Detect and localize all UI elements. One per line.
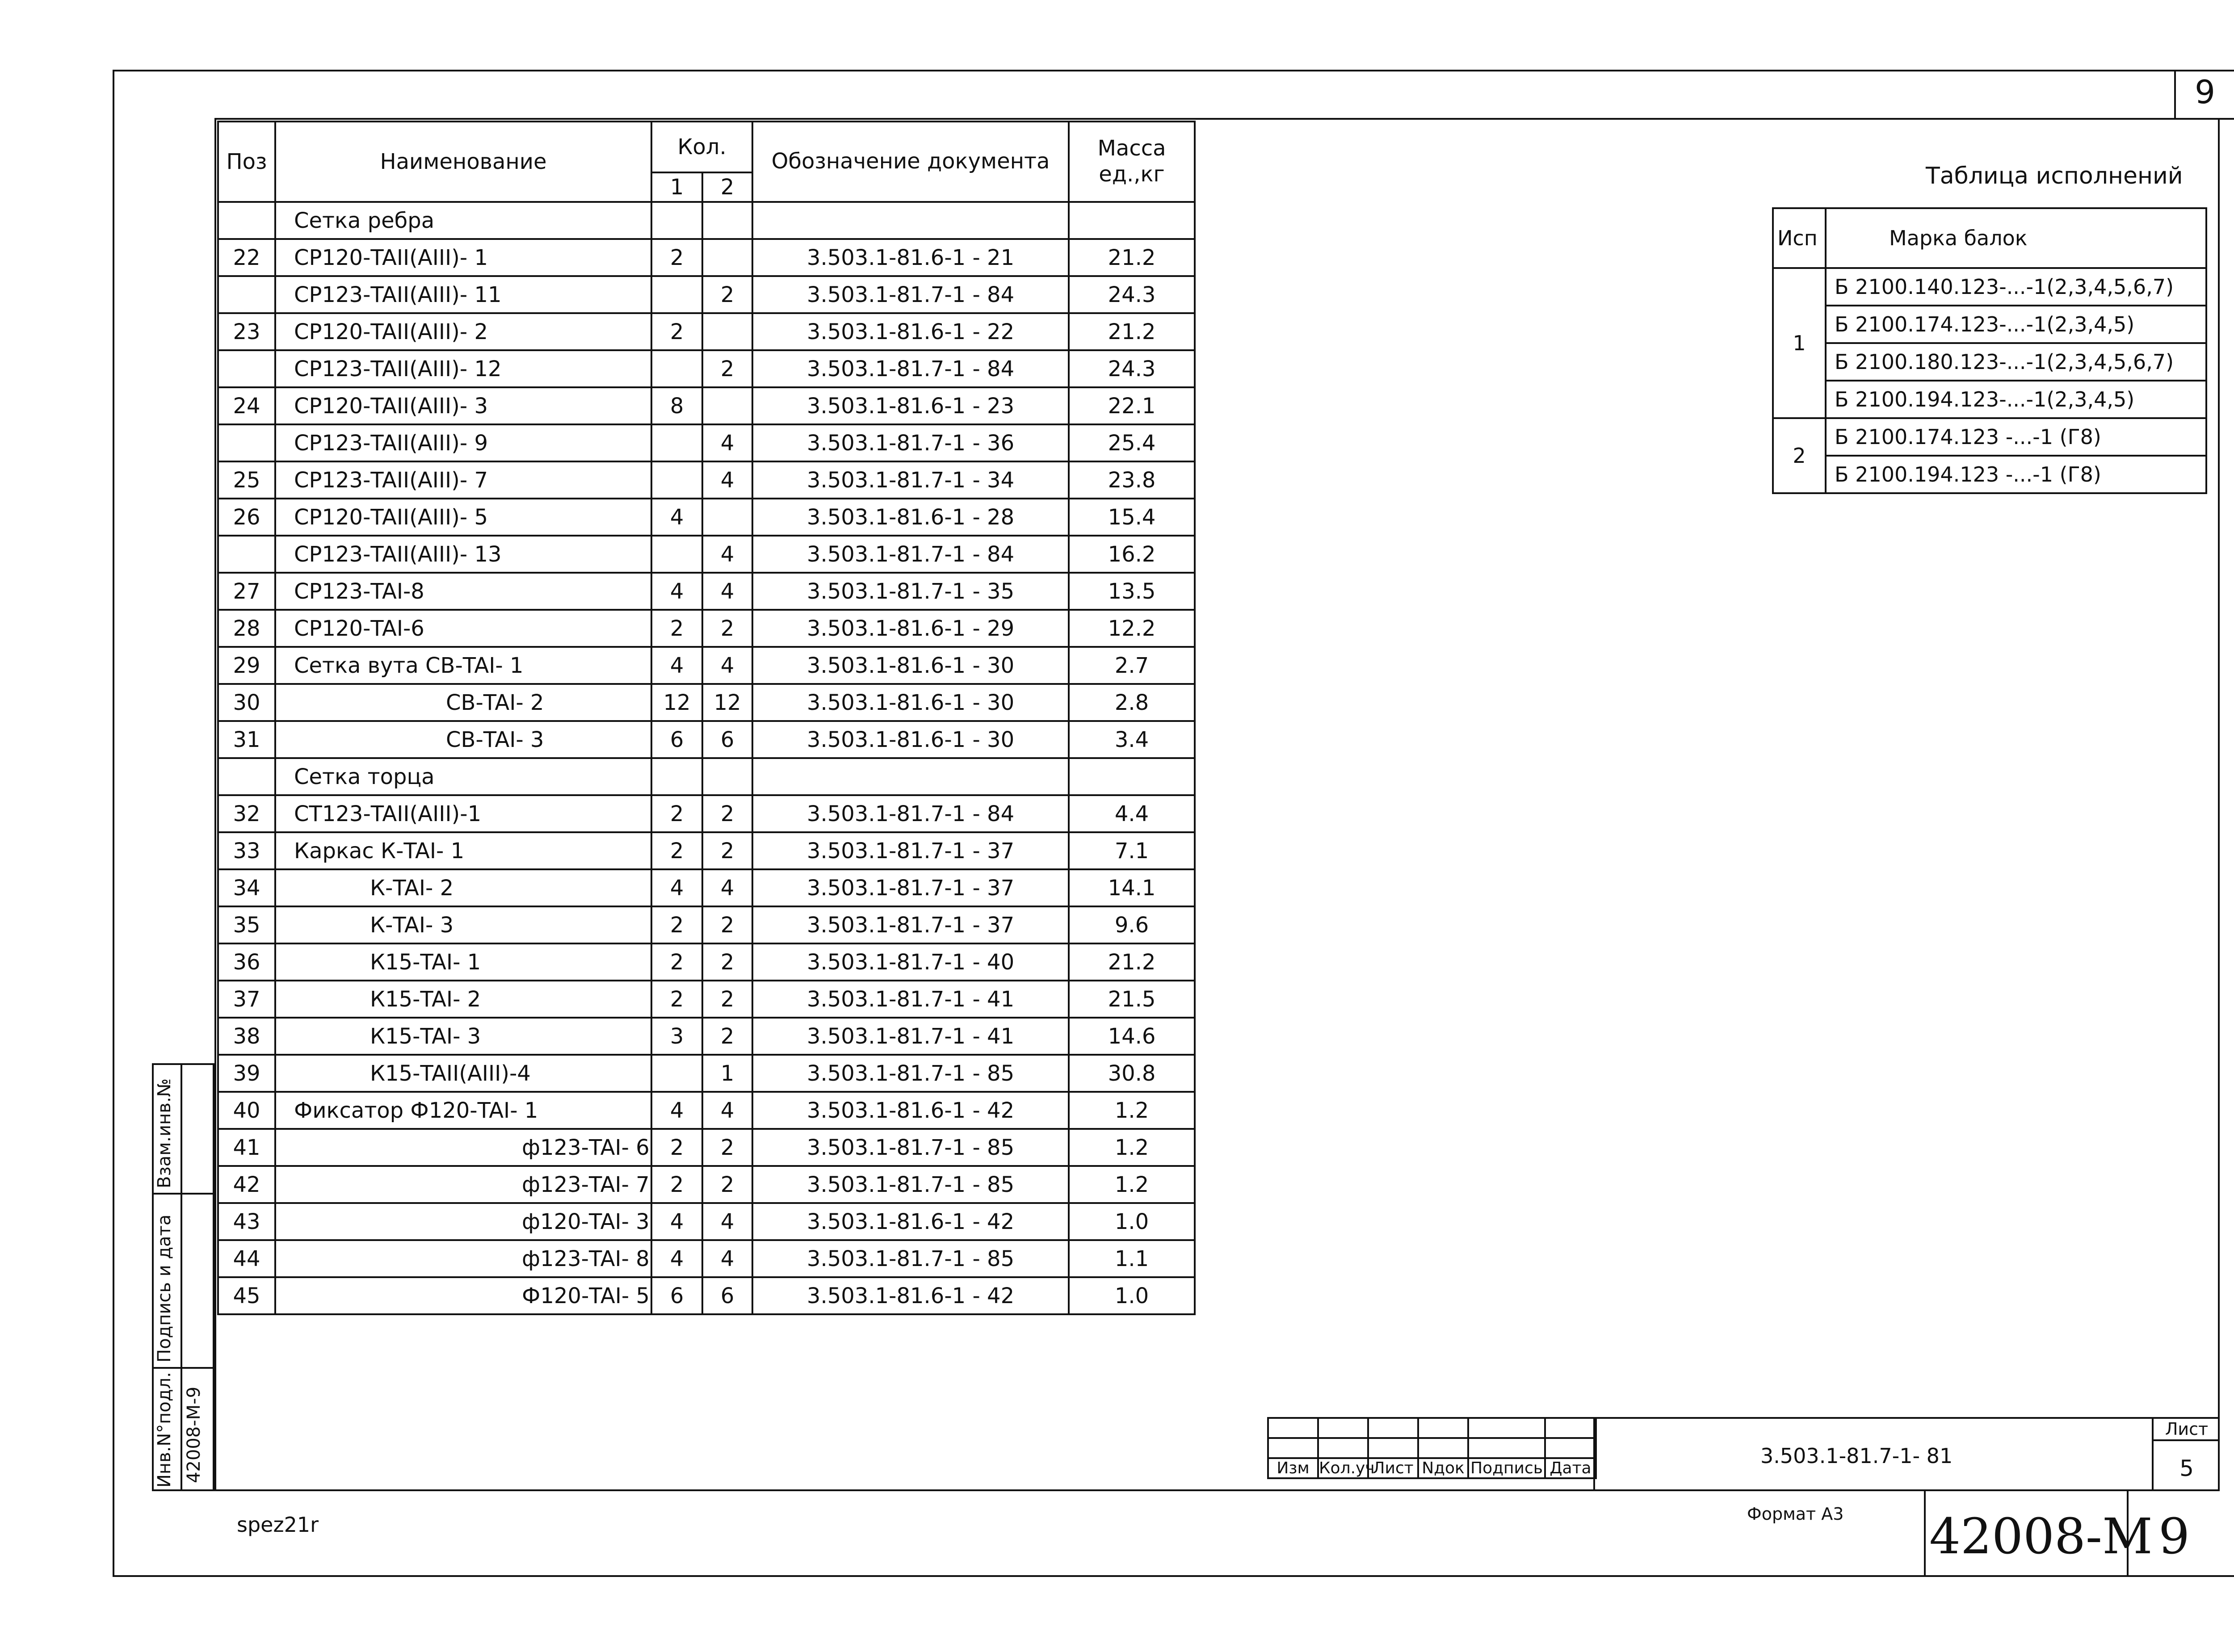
doc-cell: 3.503.1-81.7-1 - 84 — [752, 795, 1069, 832]
pos-cell — [218, 536, 275, 573]
qty2-cell — [702, 387, 752, 424]
mass-cell: 22.1 — [1069, 387, 1195, 424]
qty2-cell: 4 — [702, 869, 752, 906]
specification-table — [217, 121, 1196, 1315]
table-row — [218, 758, 1195, 795]
change-header-cell: Изм — [1268, 1458, 1318, 1478]
pos-cell: 33 — [218, 832, 275, 869]
big-sheet-number: 9 — [2158, 1508, 2190, 1565]
qty1-cell: 4 — [651, 1240, 702, 1277]
change-log-table — [1267, 1417, 1597, 1479]
qty1-cell: 2 — [651, 1166, 702, 1203]
qty1-cell: 2 — [651, 313, 702, 350]
doc-cell: 3.503.1-81.7-1 - 35 — [752, 573, 1069, 610]
qty1-cell: 4 — [651, 1203, 702, 1240]
qty2-cell: 6 — [702, 1277, 752, 1314]
pos-cell: 42 — [218, 1166, 275, 1203]
execution-row — [1773, 306, 2206, 343]
mass-cell: 14.6 — [1069, 1018, 1195, 1055]
qty1-cell: 2 — [651, 981, 702, 1018]
qty1-cell: 2 — [651, 1129, 702, 1166]
mass-cell: 1.0 — [1069, 1203, 1195, 1240]
qty1-cell: 4 — [651, 1092, 702, 1129]
table-row — [218, 1055, 1195, 1092]
name-cell: ф123-TAI- 8 — [275, 1240, 651, 1277]
execution-mark-cell: Б 2100.140.123-...-1(2,3,4,5,6,7) — [1826, 268, 2206, 306]
qty1-cell: 2 — [651, 906, 702, 943]
table-row — [218, 795, 1195, 832]
qty1-cell: 3 — [651, 1018, 702, 1055]
sheet-label: Лист — [2165, 1419, 2209, 1439]
qty2-cell: 4 — [702, 573, 752, 610]
mass-cell: 21.2 — [1069, 239, 1195, 276]
qty2-cell: 12 — [702, 684, 752, 721]
name-cell: К-TAI- 2 — [275, 869, 651, 906]
qty1-cell — [651, 461, 702, 499]
header-mass: Масса ед.,кг — [1069, 122, 1195, 202]
pos-cell: 35 — [218, 906, 275, 943]
table-row — [218, 981, 1195, 1018]
name-cell: К15-TAI- 3 — [275, 1018, 651, 1055]
mass-cell: 2.7 — [1069, 647, 1195, 684]
execution-header-mark: Марка балок — [1826, 208, 2206, 268]
pos-cell — [218, 424, 275, 461]
qty1-cell — [651, 424, 702, 461]
mass-cell: 25.4 — [1069, 424, 1195, 461]
qty2-cell: 4 — [702, 536, 752, 573]
pos-cell: 38 — [218, 1018, 275, 1055]
doc-cell: 3.503.1-81.7-1 - 41 — [752, 981, 1069, 1018]
table-row — [218, 202, 1195, 239]
execution-mark-cell: Б 2100.194.123-...-1(2,3,4,5) — [1826, 381, 2206, 418]
table-row — [218, 573, 1195, 610]
qty2-cell: 2 — [702, 610, 752, 647]
mass-cell: 9.6 — [1069, 906, 1195, 943]
qty2-cell: 2 — [702, 832, 752, 869]
table-row — [218, 313, 1195, 350]
mass-cell: 2.8 — [1069, 684, 1195, 721]
table-row — [218, 943, 1195, 981]
name-cell: Сетка вута СВ-TAI- 1 — [275, 647, 651, 684]
pos-cell: 45 — [218, 1277, 275, 1314]
pos-cell: 30 — [218, 684, 275, 721]
change-header-cell: Дата — [1545, 1458, 1596, 1478]
table-row — [218, 1166, 1195, 1203]
pos-cell: 32 — [218, 795, 275, 832]
name-cell: СР120-TAII(AIII)- 5 — [275, 499, 651, 536]
execution-row — [1773, 418, 2206, 456]
change-header-cell: Подпись — [1468, 1458, 1545, 1478]
name-cell: СВ-TAI- 2 — [275, 684, 651, 721]
doc-cell: 3.503.1-81.6-1 - 30 — [752, 684, 1069, 721]
doc-cell — [752, 758, 1069, 795]
qty1-cell — [651, 202, 702, 239]
mass-cell — [1069, 758, 1195, 795]
qty1-cell: 6 — [651, 1277, 702, 1314]
execution-header-isp: Исп — [1773, 208, 1826, 268]
name-cell: К15-TAII(AIII)-4 — [275, 1055, 651, 1092]
mass-cell: 30.8 — [1069, 1055, 1195, 1092]
table-row — [218, 906, 1195, 943]
qty2-cell: 4 — [702, 461, 752, 499]
doc-cell: 3.503.1-81.6-1 - 21 — [752, 239, 1069, 276]
mass-cell: 1.1 — [1069, 1240, 1195, 1277]
qty2-cell — [702, 202, 752, 239]
qty2-cell: 4 — [702, 1203, 752, 1240]
qty2-cell: 2 — [702, 906, 752, 943]
pos-cell: 28 — [218, 610, 275, 647]
name-cell: Ф120-TAI- 5 — [275, 1277, 651, 1314]
doc-cell: 3.503.1-81.6-1 - 30 — [752, 721, 1069, 758]
qty2-cell: 2 — [702, 943, 752, 981]
doc-cell: 3.503.1-81.7-1 - 37 — [752, 906, 1069, 943]
execution-row — [1773, 343, 2206, 381]
name-cell: СР123-TAII(AIII)- 12 — [275, 350, 651, 387]
name-cell: СР123-TAII(AIII)- 11 — [275, 276, 651, 313]
qty1-cell — [651, 536, 702, 573]
table-row — [218, 1277, 1195, 1314]
stamp-inv-value: 42008-М-9 — [184, 1386, 204, 1483]
pos-cell: 23 — [218, 313, 275, 350]
qty2-cell — [702, 758, 752, 795]
pos-cell: 41 — [218, 1129, 275, 1166]
doc-cell — [752, 202, 1069, 239]
doc-cell: 3.503.1-81.7-1 - 85 — [752, 1166, 1069, 1203]
pos-cell: 43 — [218, 1203, 275, 1240]
qty2-cell: 2 — [702, 1166, 752, 1203]
mass-cell: 1.0 — [1069, 1277, 1195, 1314]
name-cell: СР123-TAI-8 — [275, 573, 651, 610]
pos-cell — [218, 758, 275, 795]
doc-cell: 3.503.1-81.7-1 - 84 — [752, 350, 1069, 387]
mass-cell: 15.4 — [1069, 499, 1195, 536]
qty2-cell: 2 — [702, 1129, 752, 1166]
mass-cell: 1.2 — [1069, 1166, 1195, 1203]
execution-table — [1772, 207, 2207, 494]
format-label: Формат А3 — [1747, 1504, 1844, 1524]
execution-mark-cell: Б 2100.194.123 -...-1 (Г8) — [1826, 456, 2206, 493]
qty2-cell: 6 — [702, 721, 752, 758]
table-row — [218, 647, 1195, 684]
name-cell: ф120-TAI- 3 — [275, 1203, 651, 1240]
table-row — [218, 869, 1195, 906]
qty2-cell — [702, 499, 752, 536]
qty2-cell: 4 — [702, 1092, 752, 1129]
change-header-cell: Nдок — [1418, 1458, 1468, 1478]
pos-cell: 37 — [218, 981, 275, 1018]
mass-cell: 21.2 — [1069, 943, 1195, 981]
sheet-value: 5 — [2179, 1455, 2194, 1481]
pos-cell: 31 — [218, 721, 275, 758]
table-row — [218, 239, 1195, 276]
execution-row — [1773, 268, 2206, 306]
execution-table-title: Таблица исполнений — [1926, 163, 2183, 189]
qty2-cell: 1 — [702, 1055, 752, 1092]
mass-cell: 21.2 — [1069, 313, 1195, 350]
qty1-cell — [651, 350, 702, 387]
table-row — [218, 536, 1195, 573]
qty2-cell: 4 — [702, 647, 752, 684]
table-row — [218, 1129, 1195, 1166]
name-cell: К15-TAI- 1 — [275, 943, 651, 981]
mass-cell: 24.3 — [1069, 350, 1195, 387]
table-row — [218, 684, 1195, 721]
qty1-cell: 2 — [651, 795, 702, 832]
execution-mark-cell: Б 2100.174.123-...-1(2,3,4,5) — [1826, 306, 2206, 343]
execution-mark-cell: Б 2100.180.123-...-1(2,3,4,5,6,7) — [1826, 343, 2206, 381]
name-cell: К15-TAI- 2 — [275, 981, 651, 1018]
big-document-number: 42008-М — [1929, 1508, 2153, 1565]
qty1-cell: 2 — [651, 832, 702, 869]
doc-cell: 3.503.1-81.6-1 - 23 — [752, 387, 1069, 424]
name-cell: СР120-TAII(AIII)- 1 — [275, 239, 651, 276]
pos-cell: 39 — [218, 1055, 275, 1092]
doc-cell: 3.503.1-81.7-1 - 40 — [752, 943, 1069, 981]
table-row — [218, 387, 1195, 424]
doc-cell: 3.503.1-81.7-1 - 85 — [752, 1055, 1069, 1092]
pos-cell: 26 — [218, 499, 275, 536]
pos-cell — [218, 202, 275, 239]
name-cell: СР120-TAII(AIII)- 3 — [275, 387, 651, 424]
pos-cell: 44 — [218, 1240, 275, 1277]
pos-cell: 36 — [218, 943, 275, 981]
mass-cell: 1.2 — [1069, 1092, 1195, 1129]
doc-cell: 3.503.1-81.7-1 - 85 — [752, 1129, 1069, 1166]
name-cell: ф123-TAI- 7 — [275, 1166, 651, 1203]
doc-cell: 3.503.1-81.7-1 - 37 — [752, 869, 1069, 906]
table-row — [218, 610, 1195, 647]
change-header-cell: Кол.уч — [1319, 1459, 1375, 1477]
name-cell: ф123-TAI- 6 — [275, 1129, 651, 1166]
qty2-cell: 4 — [702, 424, 752, 461]
qty1-cell: 4 — [651, 573, 702, 610]
qty2-cell: 2 — [702, 350, 752, 387]
execution-isp-cell: 1 — [1773, 268, 1826, 418]
doc-cell: 3.503.1-81.7-1 - 41 — [752, 1018, 1069, 1055]
qty2-cell — [702, 313, 752, 350]
qty2-cell: 2 — [702, 276, 752, 313]
header-doc: Обозначение документа — [752, 122, 1069, 202]
qty2-cell — [702, 239, 752, 276]
qty1-cell: 4 — [651, 647, 702, 684]
name-cell: Сетка торца — [275, 758, 651, 795]
pos-cell — [218, 276, 275, 313]
mass-cell: 12.2 — [1069, 610, 1195, 647]
table-row — [218, 721, 1195, 758]
table-row — [218, 499, 1195, 536]
doc-cell: 3.503.1-81.7-1 - 37 — [752, 832, 1069, 869]
name-cell: К-TAI- 3 — [275, 906, 651, 943]
mass-cell: 24.3 — [1069, 276, 1195, 313]
doc-cell: 3.503.1-81.6-1 - 29 — [752, 610, 1069, 647]
qty2-cell: 4 — [702, 1240, 752, 1277]
doc-cell: 3.503.1-81.6-1 - 42 — [752, 1092, 1069, 1129]
header-name: Наименование — [275, 122, 651, 202]
name-cell: СВ-TAI- 3 — [275, 721, 651, 758]
mass-cell: 13.5 — [1069, 573, 1195, 610]
stamp-podpis-label: Подпись и дата — [154, 1214, 175, 1363]
doc-cell: 3.503.1-81.7-1 - 36 — [752, 424, 1069, 461]
execution-row — [1773, 456, 2206, 493]
qty2-cell: 2 — [702, 981, 752, 1018]
qty2-cell: 2 — [702, 795, 752, 832]
pos-cell: 29 — [218, 647, 275, 684]
qty1-cell: 8 — [651, 387, 702, 424]
qty1-cell: 12 — [651, 684, 702, 721]
pos-cell: 34 — [218, 869, 275, 906]
pos-cell: 22 — [218, 239, 275, 276]
qty1-cell: 4 — [651, 869, 702, 906]
qty1-cell: 2 — [651, 943, 702, 981]
doc-cell: 3.503.1-81.6-1 - 42 — [752, 1277, 1069, 1314]
header-qty-2: 2 — [702, 172, 752, 202]
qty1-cell: 2 — [651, 610, 702, 647]
name-cell: Фиксатор Ф120-TAI- 1 — [275, 1092, 651, 1129]
doc-cell: 3.503.1-81.6-1 - 22 — [752, 313, 1069, 350]
table-row — [218, 1240, 1195, 1277]
doc-cell: 3.503.1-81.6-1 - 42 — [752, 1203, 1069, 1240]
doc-cell: 3.503.1-81.7-1 - 85 — [752, 1240, 1069, 1277]
qty1-cell: 6 — [651, 721, 702, 758]
execution-row — [1773, 381, 2206, 418]
mass-cell: 7.1 — [1069, 832, 1195, 869]
pos-cell: 27 — [218, 573, 275, 610]
stamp-inv-label: Инв.N°подл. — [154, 1372, 175, 1488]
execution-mark-cell: Б 2100.174.123 -...-1 (Г8) — [1826, 418, 2206, 456]
doc-cell: 3.503.1-81.6-1 - 28 — [752, 499, 1069, 536]
table-row — [218, 832, 1195, 869]
name-cell: Сетка ребра — [275, 202, 651, 239]
table-row — [218, 1203, 1195, 1240]
name-cell: СР120-TAII(AIII)- 2 — [275, 313, 651, 350]
mass-cell: 4.4 — [1069, 795, 1195, 832]
qty1-cell: 4 — [651, 499, 702, 536]
qty1-cell — [651, 276, 702, 313]
mass-cell: 1.2 — [1069, 1129, 1195, 1166]
doc-cell: 3.503.1-81.7-1 - 84 — [752, 536, 1069, 573]
name-cell: СР123-TAII(AIII)- 9 — [275, 424, 651, 461]
name-cell: СР120-TAI-6 — [275, 610, 651, 647]
table-row — [218, 1092, 1195, 1129]
name-cell: СР123-TAII(AIII)- 7 — [275, 461, 651, 499]
qty2-cell: 2 — [702, 1018, 752, 1055]
mass-cell: 3.4 — [1069, 721, 1195, 758]
pos-cell: 40 — [218, 1092, 275, 1129]
stamp-vzam-label: Взам.инв.№ — [154, 1078, 175, 1188]
qty1-cell — [651, 1055, 702, 1092]
doc-cell: 3.503.1-81.7-1 - 84 — [752, 276, 1069, 313]
table-row — [218, 276, 1195, 313]
table-row — [218, 461, 1195, 499]
pos-cell — [218, 350, 275, 387]
mass-cell: 16.2 — [1069, 536, 1195, 573]
qty1-cell: 2 — [651, 239, 702, 276]
doc-cell: 3.503.1-81.7-1 - 34 — [752, 461, 1069, 499]
pos-cell: 24 — [218, 387, 275, 424]
table-row — [218, 424, 1195, 461]
header-pos: Поз — [218, 122, 275, 202]
qty1-cell — [651, 758, 702, 795]
name-cell: СР123-TAII(AIII)- 13 — [275, 536, 651, 573]
doc-cell: 3.503.1-81.6-1 - 30 — [752, 647, 1069, 684]
table-row — [218, 350, 1195, 387]
execution-isp-cell: 2 — [1773, 418, 1826, 493]
name-cell: Каркас К-TAI- 1 — [275, 832, 651, 869]
filename-label: spez21r — [237, 1513, 319, 1537]
header-qty-1: 1 — [651, 172, 702, 202]
table-row — [218, 1018, 1195, 1055]
corner-sheet-number: 9 — [2195, 73, 2215, 111]
pos-cell: 25 — [218, 461, 275, 499]
mass-cell: 23.8 — [1069, 461, 1195, 499]
mass-cell: 21.5 — [1069, 981, 1195, 1018]
doc-code: 3.503.1-81.7-1- 81 — [1760, 1444, 1953, 1468]
change-header-cell: Лист — [1368, 1458, 1418, 1478]
mass-cell — [1069, 202, 1195, 239]
header-qty: Кол. — [651, 122, 752, 172]
name-cell: СТ123-TAII(AIII)-1 — [275, 795, 651, 832]
mass-cell: 14.1 — [1069, 869, 1195, 906]
